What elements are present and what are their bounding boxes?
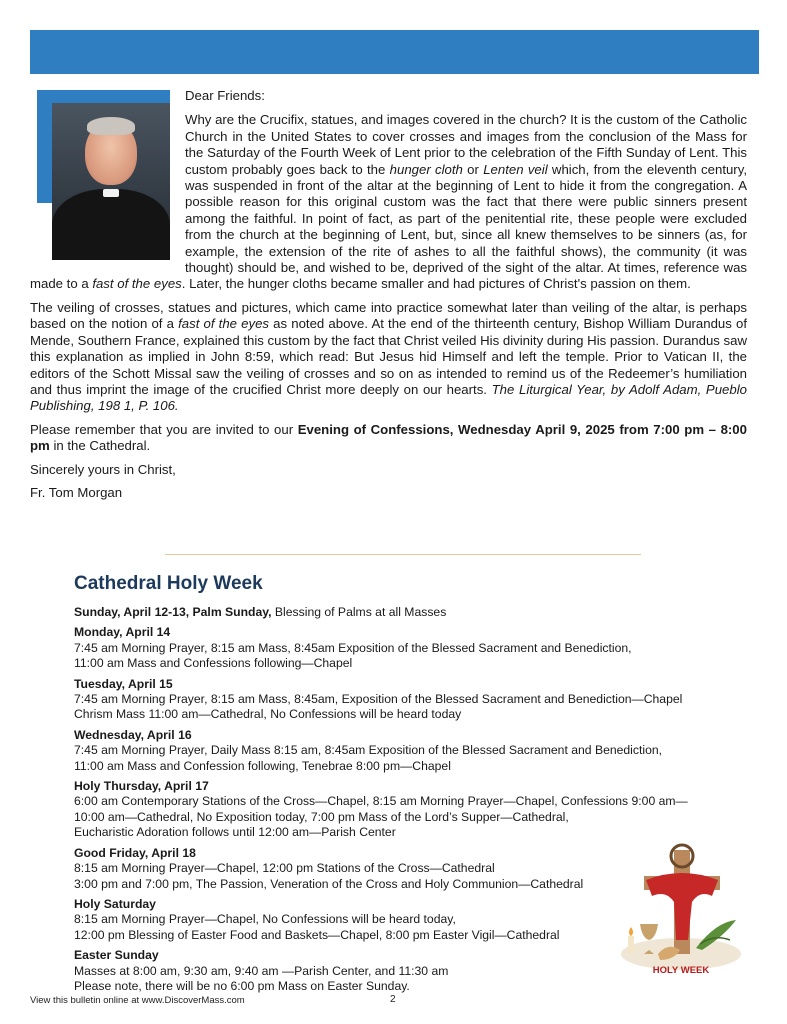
text-run: which, from the eleventh century, was suspended in front of the altar at the beginning of Lent to hide it from the congregation. A possible reason for this original custom was the fact that there were public sinners present among the faithful. In point of fact, as part of the penitential rite, these people were excluded from the church at the beginning of Lent, but, since all knew themselves to be sinners (as, for example, the extension of the rite of ashes to all the faithful shows), the community (it was thought) should be, and wished to be, deprived of the sight of the altar. At times, reference was made to a bbox=[30, 161, 747, 292]
schedule-line: 10:00 am—Cathedral, No Exposition today, 7:00 pm Mass of the Lord’s Supper—Cathedral, bbox=[74, 809, 569, 824]
text-run: fast of the eyes bbox=[178, 316, 270, 332]
schedule-line: 3:00 pm and 7:00 pm, The Passion, Veneration of the Cross and Holy Communion—Cathedral bbox=[74, 876, 584, 891]
schedule-item-palm-sunday bbox=[74, 605, 754, 620]
schedule-item bbox=[74, 779, 754, 841]
schedule-line: Masses at 8:00 am, 9:30 am, 9:40 am —Parish Center, and 11:30 am bbox=[74, 963, 449, 978]
schedule-day: Sunday, April 12-13, Palm Sunday, bbox=[74, 605, 272, 619]
schedule-line: 11:00 am Mass and Confession following, Tenebrae 8:00 pm—Chapel bbox=[74, 758, 451, 773]
schedule-day: Holy Thursday, April 17 bbox=[74, 779, 209, 794]
text-run: in the Cathedral. bbox=[49, 438, 151, 454]
letter-signature: Fr. Tom Morgan bbox=[30, 484, 123, 500]
schedule-line: 11:00 am Mass and Confessions following—Chapel bbox=[74, 656, 353, 671]
letter-paragraph-3 bbox=[30, 422, 747, 455]
text-run: Please remember that you are invited to our bbox=[30, 421, 298, 437]
holy-week-title: Cathedral Holy Week bbox=[74, 573, 263, 594]
schedule-day: Holy Saturday bbox=[74, 896, 156, 911]
candle-icon bbox=[628, 936, 634, 954]
text-run: The veiling of crosses, statues and pictures, which came into practice somewhat later than veiling of the altar, is perhaps based on the notion of a bbox=[30, 299, 747, 332]
schedule-line: Please note, there will be no 6:00 pm Mass on Easter Sunday. bbox=[74, 978, 410, 993]
text-run: or bbox=[462, 161, 484, 177]
pastor-letter bbox=[30, 88, 747, 508]
schedule-line: Chrism Mass 11:00 am—Cathedral, No Confessions will be heard today bbox=[74, 707, 462, 722]
schedule-line: 7:45 am Morning Prayer, 8:15 am Mass, 8:45am, Exposition of the Blessed Sacrament and Benediction—Chapel bbox=[74, 692, 683, 707]
text-run: Why are the Crucifix, statues, and images covered in the church? It is the custom of the Catholic Church in the United States to cover crosses and images from the conclusion of the Mass for the Saturday of the Fourth Week of Lent prior to the celebration of the Fifth Sunday of Lent. This custom probably goes back to the bbox=[185, 112, 747, 177]
schedule-line: 8:15 am Morning Prayer—Chapel, No Confessions will be heard today, bbox=[74, 912, 456, 927]
text-run: . Later, the hunger cloths became smaller and had pictures of Christ's passion on them. bbox=[181, 276, 691, 292]
text-run: Evening of Confessions, Wednesday April 9, 2025 from 7:00 pm – 8:00 pm bbox=[30, 421, 747, 454]
letter-paragraph-2 bbox=[30, 300, 747, 415]
schedule-item bbox=[74, 728, 754, 774]
schedule-day: Easter Sunday bbox=[74, 948, 159, 963]
schedule-line: 7:45 am Morning Prayer, Daily Mass 8:15 am, 8:45am Exposition of the Blessed Sacrament and Benediction, bbox=[74, 743, 663, 758]
schedule-day: Wednesday, April 16 bbox=[74, 727, 192, 742]
schedule-line: 12:00 pm Blessing of Easter Food and Baskets—Chapel, 8:00 pm Easter Vigil—Cathedral bbox=[74, 927, 560, 942]
candle-flame-icon bbox=[629, 927, 633, 936]
schedule-line: 7:45 am Morning Prayer, 8:15 am Mass, 8:45am Exposition of the Blessed Sacrament and Benediction, bbox=[74, 640, 632, 655]
page-number: 2 bbox=[390, 994, 396, 1005]
letter-closing: Sincerely yours in Christ, bbox=[30, 461, 176, 477]
text-run: as noted above. At the end of the thirteenth century, Bishop William Durandus of Mende, Southern France, explained this custom by the fact that Christ veiled His divinity during His passion. Durandus saw this explanation as implied in John 8:59, which read: But Jesus hid Himself and left the temple. Prior to Vatican II, the editors of the Schott Missal saw the veiling of crosses and so on as intended to remind us of the Redeemer’s humiliation and thus imprint the image of the crucified Christ more deeply on our hearts. bbox=[30, 316, 747, 397]
schedule-line: 8:15 am Morning Prayer—Chapel, 12:00 pm Stations of the Cross—Cathedral bbox=[74, 861, 495, 876]
schedule-line: 6:00 am Contemporary Stations of the Cross—Chapel, 8:15 am Morning Prayer—Chapel, Confessions 9:00 am— bbox=[74, 794, 688, 809]
schedule-line: Eucharistic Adoration follows until 12:00 am—Parish Center bbox=[74, 825, 396, 840]
schedule-day: Tuesday, April 15 bbox=[74, 676, 173, 691]
section-divider bbox=[165, 554, 641, 555]
schedule-day: Monday, April 14 bbox=[74, 625, 171, 640]
text-run: The Liturgical Year, by Adolf Adam, Pueblo Publishing, 198 1, P. 106. bbox=[30, 381, 747, 414]
top-banner bbox=[30, 30, 759, 74]
text-run: hunger cloth bbox=[389, 161, 463, 177]
photo-wrap-spacer bbox=[30, 88, 185, 274]
schedule-item bbox=[74, 677, 754, 723]
text-run: Lenten veil bbox=[483, 161, 548, 177]
schedule-item bbox=[74, 625, 754, 671]
red-cloth bbox=[646, 873, 718, 940]
holy-week-caption: HOLY WEEK bbox=[652, 965, 710, 976]
holy-week-illustration bbox=[618, 836, 744, 982]
footer-url: View this bulletin online at www.DiscoverMass.com bbox=[30, 995, 245, 1006]
schedule-day: Good Friday, April 18 bbox=[74, 845, 196, 860]
text-run: fast of the eyes bbox=[92, 276, 182, 292]
schedule-text: Blessing of Palms at all Masses bbox=[271, 605, 447, 619]
letter-greeting: Dear Friends: bbox=[185, 88, 265, 103]
